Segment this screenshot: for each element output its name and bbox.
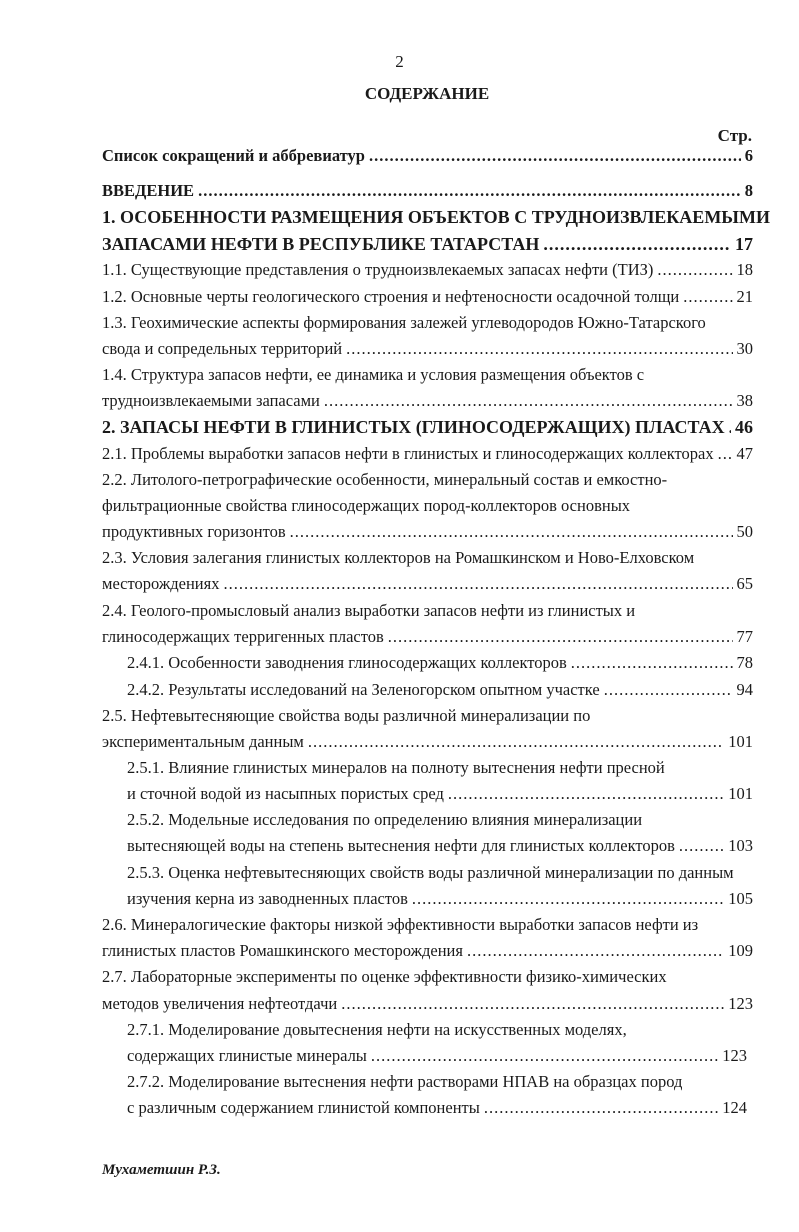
toc-entry-text: 2.2. Литолого-петрографические особенности, минеральный состав и емкостно- bbox=[102, 470, 668, 489]
toc-entry-text: ЗАПАСАМИ НЕФТИ В РЕСПУБЛИКЕ ТАТАРСТАН bbox=[102, 234, 540, 254]
toc-entry-text: трудноизвлекаемыми запасами bbox=[102, 391, 320, 410]
toc-entry-page: 123 bbox=[722, 1046, 747, 1065]
toc-entry-page: 94 bbox=[736, 680, 753, 699]
toc-entry-text: 2.5.3. Оценка нефтевытесняющих свойств воды различной минерализации по данным bbox=[127, 863, 734, 882]
toc-entry-2-5-1-line-1 bbox=[127, 758, 665, 778]
toc-entry-text: вытесняющей воды на степень вытеснения нефти для глинистых коллекторов bbox=[127, 836, 675, 855]
toc-entry-text: 2.7.1. Моделирование довытеснения нефти на искусственных моделях, bbox=[127, 1020, 627, 1039]
page-number: 2 bbox=[395, 52, 404, 71]
toc-chapter-2 bbox=[102, 417, 753, 437]
toc-entry-text: месторождениях bbox=[102, 574, 220, 593]
toc-entry-text: 2.6. Минералогические факторы низкой эффективности выработки запасов нефти из bbox=[102, 915, 699, 934]
toc-leader-dots bbox=[369, 146, 741, 166]
toc-entry-text: и сточной водой из насыпных пористых сред bbox=[127, 784, 444, 803]
toc-entry-2-2-line-1 bbox=[102, 470, 667, 490]
toc-entry-1-3-line-2 bbox=[102, 339, 753, 359]
toc-entry-1-2 bbox=[102, 287, 753, 307]
toc-entry-text: 1.4. Структура запасов нефти, ее динамика и условия размещения объектов с bbox=[102, 365, 645, 384]
toc-entry-2-7-2-line-1 bbox=[127, 1072, 682, 1092]
toc-entry-text: фильтрационные свойства глиносодержащих пород-коллекторов основных bbox=[102, 496, 631, 515]
toc-entry-text: Список сокращений и аббревиатур bbox=[102, 146, 365, 165]
toc-entry-2-5-2-line-2 bbox=[127, 836, 753, 856]
toc-entry-text: 2.4.1. Особенности заводнения глиносодержащих коллекторов bbox=[127, 653, 567, 672]
toc-entry-2-7-2-line-2 bbox=[127, 1098, 747, 1118]
toc-entry-page: 21 bbox=[736, 287, 753, 306]
toc-chapter-1-line-2 bbox=[102, 234, 753, 254]
toc-entry-text: 2.1. Проблемы выработки запасов нефти в глинистых и глиносодержащих коллекторах bbox=[102, 444, 714, 463]
toc-entry-2-3-line-2 bbox=[102, 574, 753, 594]
toc-entry-page: 30 bbox=[736, 339, 753, 358]
toc-entry-page: 77 bbox=[736, 627, 753, 646]
toc-entry-text: 2.5.1. Влияние глинистых минералов на полноту вытеснения нефти пресной bbox=[127, 758, 665, 777]
toc-chapter-1-line-1 bbox=[102, 207, 770, 227]
toc-leader-dots bbox=[388, 627, 733, 647]
toc-leader-dots bbox=[467, 941, 724, 961]
toc-leader-dots bbox=[657, 260, 732, 280]
toc-entry-2-7-1-line-2 bbox=[127, 1046, 747, 1066]
toc-entry-text: 1.1. Существующие представления о трудноизвлекаемых запасах нефти (ТИЗ) bbox=[102, 260, 654, 279]
toc-entry-page: 123 bbox=[728, 994, 753, 1013]
page-title: СОДЕРЖАНИЕ bbox=[364, 84, 490, 103]
toc-entry-2-4-line-2 bbox=[102, 627, 753, 647]
toc-entry-text: 2.4.2. Результаты исследований на Зеленогорском опытном участке bbox=[127, 680, 600, 699]
toc-entry-text: 2.7. Лабораторные эксперименты по оценке эффективности физико-химических bbox=[102, 967, 667, 986]
toc-entry-2-5-1-line-2 bbox=[127, 784, 753, 804]
toc-leader-dots bbox=[346, 339, 732, 359]
toc-entry-page: 17 bbox=[735, 234, 753, 254]
toc-entry-page: 6 bbox=[744, 146, 753, 165]
toc-entry-2-2-line-2 bbox=[102, 496, 630, 516]
toc-entry-text: 1.3. Геохимические аспекты формирования залежей углеводородов Южно-Татарского bbox=[102, 313, 706, 332]
toc-leader-dots bbox=[679, 836, 724, 856]
toc-entry-2-5-line-2 bbox=[102, 732, 753, 752]
toc-entry-1-4-line-1 bbox=[102, 365, 644, 385]
toc-entry-text: глинистых пластов Ромашкинского месторождения bbox=[102, 941, 463, 960]
toc-entry-abbreviations bbox=[102, 146, 753, 166]
toc-leader-dots bbox=[223, 574, 732, 594]
toc-entry-page: 105 bbox=[728, 889, 753, 908]
toc-entry-text: 1.2. Основные черты геологического строения и нефтеносности осадочной толщи bbox=[102, 287, 680, 306]
toc-entry-page: 8 bbox=[744, 181, 753, 200]
toc-leader-dots bbox=[718, 444, 733, 464]
toc-entry-2-6-line-2 bbox=[102, 941, 753, 961]
toc-entry-page: 65 bbox=[736, 574, 753, 593]
toc-entry-text: 2.7.2. Моделирование вытеснения нефти растворами НПАВ на образцах пород bbox=[127, 1072, 683, 1091]
toc-entry-page: 78 bbox=[736, 653, 753, 672]
toc-entry-text: экспериментальным данным bbox=[102, 732, 304, 751]
toc-entry-2-4-line-1 bbox=[102, 601, 635, 621]
toc-leader-dots bbox=[448, 784, 724, 804]
toc-entry-text: с различным содержанием глинистой компоненты bbox=[127, 1098, 480, 1117]
toc-entry-text: методов увеличения нефтеотдачи bbox=[102, 994, 338, 1013]
toc-leader-dots bbox=[543, 234, 731, 254]
toc-entry-text: 2.3. Условия залегания глинистых коллекторов на Ромашкинском и Ново-Елховском bbox=[102, 548, 695, 567]
toc-leader-dots bbox=[412, 889, 724, 909]
toc-entry-page: 18 bbox=[736, 260, 753, 279]
toc-entry-introduction bbox=[102, 181, 753, 201]
author-footer: Мухаметшин Р.З. bbox=[102, 1162, 221, 1178]
toc-entry-text: глиносодержащих терригенных пластов bbox=[102, 627, 384, 646]
toc-leader-dots bbox=[198, 181, 741, 201]
page-column-label: Стр. bbox=[717, 126, 752, 145]
toc-leader-dots bbox=[308, 732, 724, 752]
toc-entry-page: 38 bbox=[736, 391, 753, 410]
toc-entry-text: 2.5.2. Модельные исследования по определению влияния минерализации bbox=[127, 810, 643, 829]
toc-entry-page: 124 bbox=[722, 1098, 747, 1117]
toc-entry-2-5-2-line-1 bbox=[127, 810, 642, 830]
toc-entry-text: ВВЕДЕНИЕ bbox=[102, 181, 195, 200]
toc-entry-text: продуктивных горизонтов bbox=[102, 522, 286, 541]
toc-leader-dots bbox=[571, 653, 733, 673]
toc-leader-dots bbox=[683, 287, 732, 307]
toc-entry-1-3-line-1 bbox=[102, 313, 706, 333]
toc-entry-1-4-line-2 bbox=[102, 391, 753, 411]
toc-entry-2-7-1-line-1 bbox=[127, 1020, 627, 1040]
toc-entry-page: 109 bbox=[728, 941, 753, 960]
toc-entry-2-5-3-line-2 bbox=[127, 889, 753, 909]
toc-entry-2-5-line-1 bbox=[102, 706, 590, 726]
toc-entry-page: 46 bbox=[735, 417, 753, 437]
toc-entry-2-7-line-2 bbox=[102, 994, 753, 1014]
toc-entry-2-4-1 bbox=[127, 653, 753, 673]
toc-leader-dots bbox=[729, 417, 731, 437]
toc-entry-text: 2.5. Нефтевытесняющие свойства воды различной минерализации по bbox=[102, 706, 591, 725]
toc-leader-dots bbox=[604, 680, 733, 700]
toc-entry-page: 101 bbox=[728, 732, 753, 751]
toc-entry-2-2-line-3 bbox=[102, 522, 753, 542]
toc-entry-2-5-3-line-1 bbox=[127, 863, 734, 883]
toc-entry-page: 103 bbox=[728, 836, 753, 855]
toc-entry-text: изучения керна из заводненных пластов bbox=[127, 889, 408, 908]
toc-leader-dots bbox=[371, 1046, 718, 1066]
toc-entry-text: 1. ОСОБЕННОСТИ РАЗМЕЩЕНИЯ ОБЪЕКТОВ С ТРУДНОИЗВЛЕКАЕМЫМИ bbox=[102, 207, 770, 227]
toc-leader-dots bbox=[484, 1098, 718, 1118]
toc-entry-2-6-line-1 bbox=[102, 915, 698, 935]
toc-entry-2-3-line-1 bbox=[102, 548, 694, 568]
toc-entry-page: 50 bbox=[736, 522, 753, 541]
toc-entry-page: 101 bbox=[728, 784, 753, 803]
toc-entry-text: содержащих глинистые минералы bbox=[127, 1046, 367, 1065]
toc-entry-page: 47 bbox=[736, 444, 753, 463]
toc-entry-2-1 bbox=[102, 444, 753, 464]
toc-entry-text: свода и сопредельных территорий bbox=[102, 339, 343, 358]
toc-entry-text: 2.4. Геолого-промысловый анализ выработки запасов нефти из глинистых и bbox=[102, 601, 636, 620]
toc-entry-2-7-line-1 bbox=[102, 967, 667, 987]
toc-entry-2-4-2 bbox=[127, 680, 753, 700]
toc-leader-dots bbox=[290, 522, 733, 542]
toc-leader-dots bbox=[341, 994, 724, 1014]
toc-leader-dots bbox=[324, 391, 733, 411]
toc-entry-1-1 bbox=[102, 260, 753, 280]
toc-entry-text: 2. ЗАПАСЫ НЕФТИ В ГЛИНИСТЫХ (ГЛИНОСОДЕРЖАЩИХ) ПЛАСТАХ bbox=[102, 417, 725, 437]
